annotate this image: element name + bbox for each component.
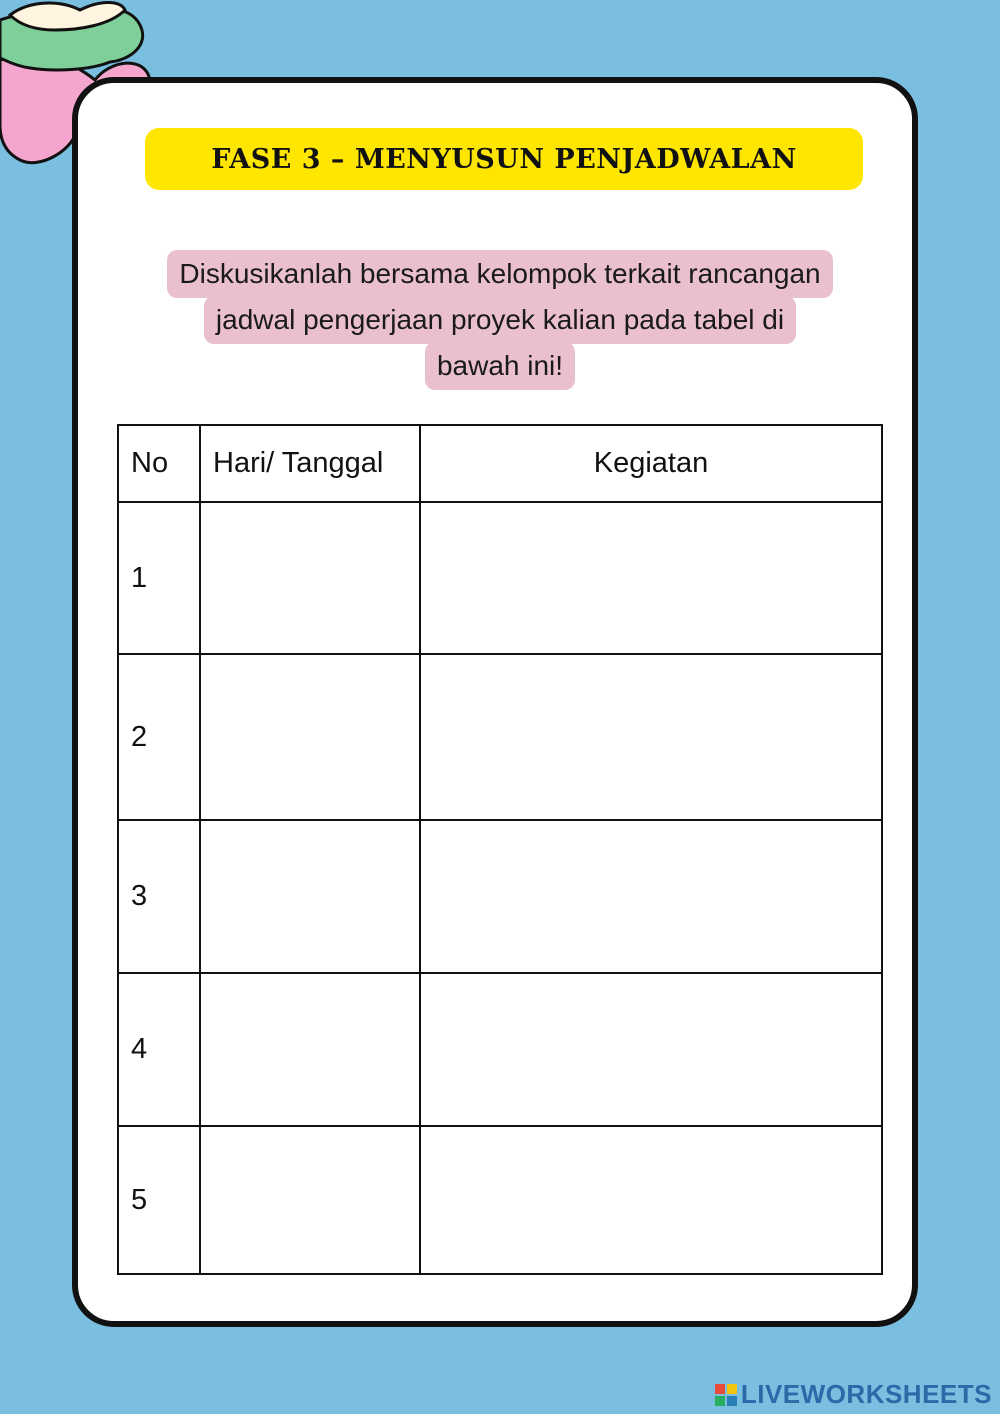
date-cell[interactable] <box>200 502 420 654</box>
table-row <box>118 1126 882 1274</box>
liveworksheets-watermark <box>715 1379 992 1410</box>
header-no: No <box>118 425 200 502</box>
instruction-line: bawah ini! <box>425 342 575 390</box>
table-row <box>118 502 882 654</box>
date-cell[interactable] <box>200 820 420 973</box>
row-number: 2 <box>118 654 200 820</box>
table-row <box>118 654 882 820</box>
title-banner <box>145 128 863 190</box>
row-number: 3 <box>118 820 200 973</box>
activity-cell[interactable] <box>420 502 882 654</box>
date-cell[interactable] <box>200 973 420 1126</box>
header-activity: Kegiatan <box>420 425 882 502</box>
activity-cell[interactable] <box>420 820 882 973</box>
table-row <box>118 820 882 973</box>
date-cell[interactable] <box>200 1126 420 1274</box>
row-number: 1 <box>118 502 200 654</box>
activity-cell[interactable] <box>420 654 882 820</box>
row-number: 5 <box>118 1126 200 1274</box>
activity-cell[interactable] <box>420 973 882 1126</box>
header-date: Hari/ Tanggal <box>200 425 420 502</box>
instruction-text <box>140 250 860 388</box>
table-row <box>118 973 882 1126</box>
page-title: FASE 3 – MENYUSUN PENJADWALAN <box>211 143 797 175</box>
row-number: 4 <box>118 973 200 1126</box>
instruction-line: jadwal pengerjaan proyek kalian pada tabel di <box>204 296 796 344</box>
activity-cell[interactable] <box>420 1126 882 1274</box>
schedule-table <box>117 424 883 1275</box>
instruction-line: Diskusikanlah bersama kelompok terkait rancangan <box>167 250 832 298</box>
date-cell[interactable] <box>200 654 420 820</box>
watermark-text: LIVEWORKSHEETS <box>740 1379 992 1409</box>
table-header-row <box>118 425 882 502</box>
liveworksheets-logo-icon <box>715 1384 737 1406</box>
